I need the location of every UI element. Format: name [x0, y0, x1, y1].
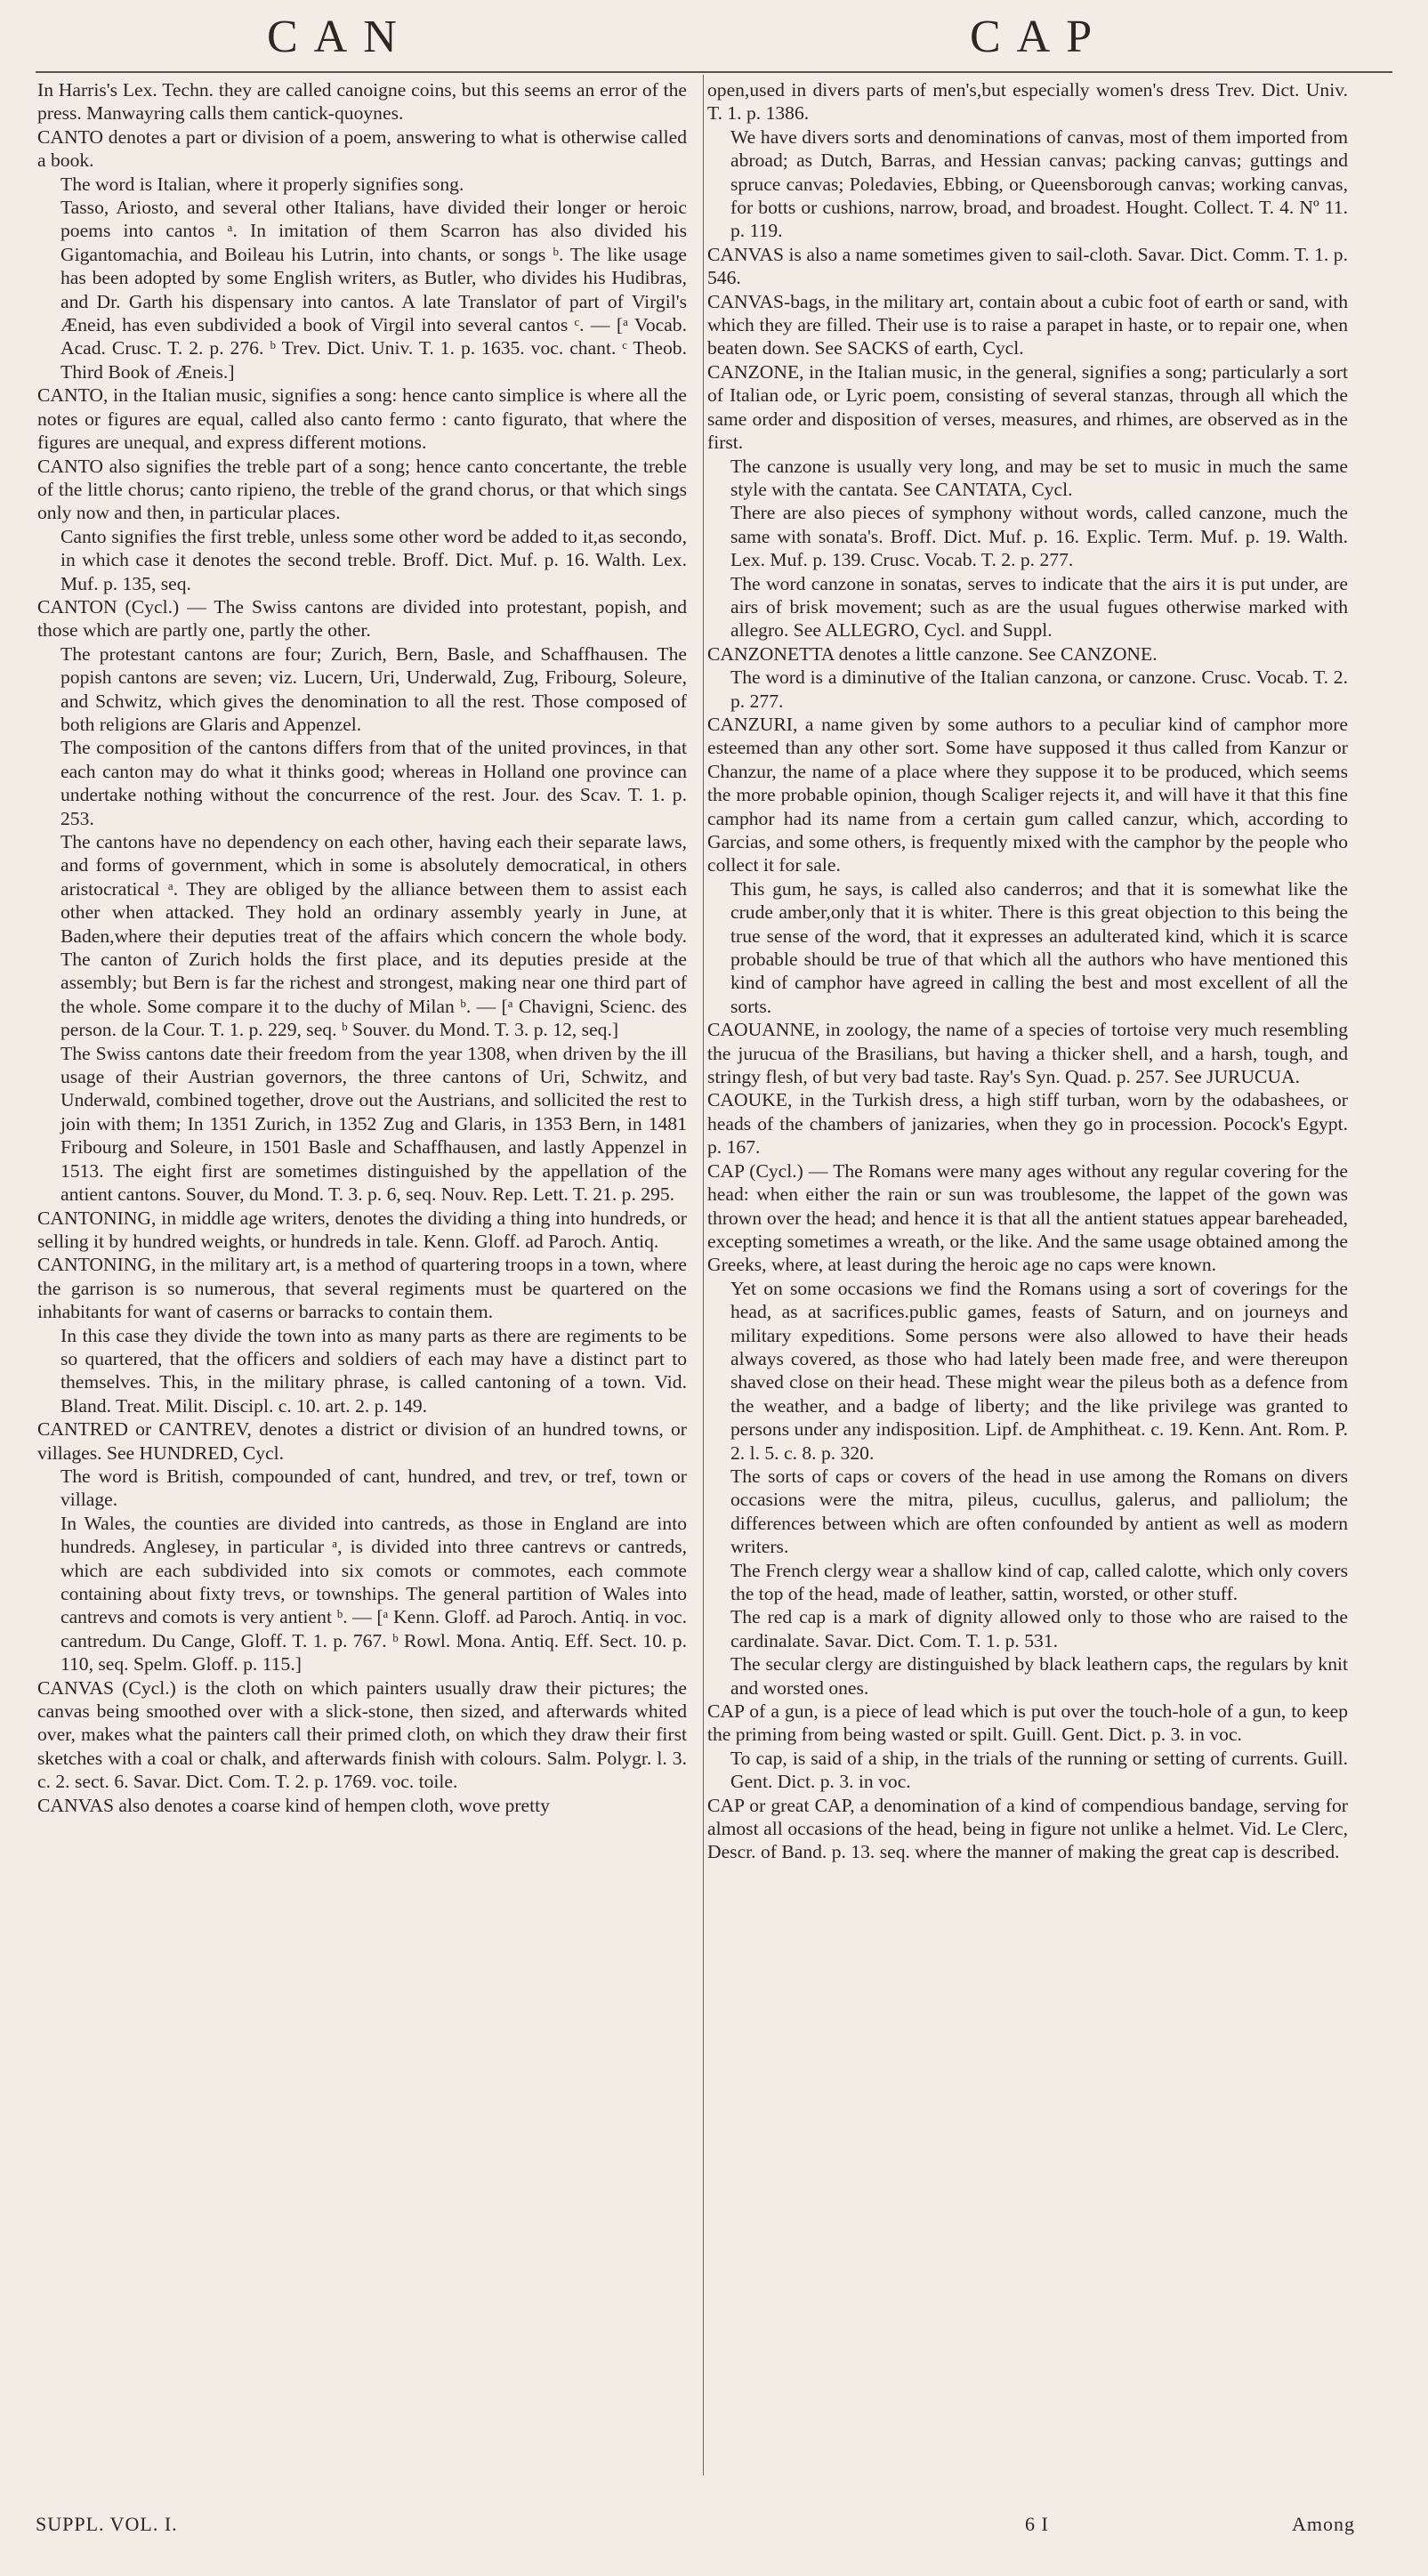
paragraph: The French clergy wear a shallow kind of cap, called calotte, which only covers the top of the head, made of leather, sattin, worsted, or other stuff. — [730, 1559, 1348, 1604]
running-head-right: CAP — [970, 12, 1109, 62]
entry-canto: CANTO denotes a part or division of a poem, answering to what is otherwise called a book. — [37, 125, 687, 172]
paragraph: The Swiss cantons date their freedom from the year 1308, when driven by the ill usage of their Austrian governors, the three cantons of Uri, Schwitz, and Underwald, combined together, drove out the Austrians, and sollicited the rest to join with them; In 1351 Zurich, in 1352 Zug and Glaris, in 1353 Bern, in 1481 Fribourg and Soleure, in 1501 Basle and Schaffhausen, and lastly Appenzel in 1513. The eight first are sometimes distinguished by the appellation of the antient cantons. Souver, du Mond. T. 3. p. 6, seq. Nouv. Rep. Lett. T. 21. p. 295. — [61, 1042, 687, 1206]
paragraph: There are also pieces of symphony without words, called canzone, much the same with sonata's. Broff. Dict. Muf. p. 16. Explic. Term. Muf. p. 19. Walth. Lex. Muf. p. 139. Crusc. Vocab. T. 2. p. 277. — [730, 502, 1348, 571]
entry-canzone: CANZONE, in the Italian music, in the general, signifies a song; particularly a sort of Italian ode, or Lyric poem, consisting of several stanzas, through all which the same order and disposition of verses, measures, and rhimes, are observed as in the first. — [707, 360, 1348, 454]
paragraph: The red cap is a mark of dignity allowed only to those who are raised to the cardinalate. Savar. Dict. Com. T. 1. p. 531. — [730, 1606, 1348, 1651]
paragraph: The word is a diminutive of the Italian canzona, or canzone. Crusc. Vocab. T. 2. p. 277. — [730, 666, 1348, 712]
entry-canvas-sailcloth: CANVAS is also a name sometimes given to sail-cloth. Savar. Dict. Comm. T. 1. p. 546. — [707, 243, 1348, 289]
paragraph: The protestant cantons are four; Zurich, Bern, Basle, and Schaffhausen. The popish cantons are seven; viz. Lucern, Uri, Underwald, Zug, Fribourg, Soleure, and Schwitz, which gives the denomination to all the rest. Those composed of both religions are Glaris and Appenzel. — [61, 642, 687, 735]
paragraph: Yet on some occasions we find the Romans using a sort of coverings for the head, as at sacrifices.public games, feasts of Saturn, and on journeys and military expeditions. Some persons were also allowed to have their heads always covered, as those who had lately been made free, and were thereupon shaved close on their head. These might wear the pileus both as a defence from the weather, and a badge of liberty; and the like privilege was granted to persons under any indisposition. Lipf. de Amphitheat. c. 19. Kenn. Ant. Rom. P. 2. l. 5. c. 8. p. 320. — [730, 1277, 1348, 1464]
column-divider — [703, 75, 704, 2475]
entry-canzuri: CANZURI, a name given by some authors to a peculiar kind of camphor more esteemed than any other sort. Some have supposed it thus called from Kanzur or Chanzur, the name of a place where they suppose it to be produced, which seems the more probable opinion, though Scaliger rejects it, and will have it that this fine camphor had its name from a certain gum called canzur, which, according to Garcias, and some others, is frequently mixed with the camphor by the people who collect it for sale. — [707, 713, 1348, 876]
paragraph: Tasso, Ariosto, and several other Italians, have divided their longer or heroic poems into cantos ᵃ. In imitation of them Scarron has also divided his Gigantomachia, and Boileau his Lutrin, into chants, or songs ᵇ. The like usage has been adopted by some English writers, as Butler, who divides his Hudibras, and Dr. Garth his dispensary into cantos. A late Translator of part of Virgil's Æneid, has even subdivided a book of Virgil into several cantos ᶜ. — [ᵃ Vocab. Acad. Crusc. T. 2. p. 276. ᵇ Trev. Dict. Univ. T. 1. p. 1635. voc. chant. ᶜ Theob. Third Book of Æneis.] — [61, 197, 687, 383]
entry-caouke: CAOUKE, in the Turkish dress, a high stiff turban, worn by the odabashees, or heads of the chambers of janizaries, when they go in procession. Pocock's Egypt. p. 167. — [707, 1089, 1348, 1159]
paragraph: This gum, he says, is called also canderros; and that it is somewhat like the crude amber,only that it is whiter. There is this great objection to this being the true sense of the word, that it expresses an adulterated kind, which it is scarce probable should be true of that which all the authors who have mentioned this kind of camphor have agreed in calling the best and most excellent of all the sorts. — [730, 877, 1348, 1017]
paragraph: The canzone is usually very long, and may be set to music in much the same style with the cantata. See CANTATA, Cycl. — [730, 455, 1348, 500]
paragraph: We have divers sorts and denominations of canvas, most of them imported from abroad; as Dutch, Barras, and Hessian canvas; packing canvas; guttings and spruce canvas; Poledavies, Ebbing, or Queensborough canvas; working canvas, for botts or cushions, narrow, broad, and broadest. Hought. Collect. T. 4. Nº 11. p. 119. — [730, 125, 1348, 242]
entry-canvas-bags: CANVAS-bags, in the military art, contain about a cubic foot of earth or sand, with which they are filled. Their use is to raise a parapet in haste, or to repair one, when beaten down. See SACKS of earth, Cycl. — [707, 290, 1348, 359]
entry-canto-treble: CANTO also signifies the treble part of a song; hence canto concertante, the treble of the little chorus; canto ripieno, the treble of the grand chorus, or that which sings only now and then, in particular places. — [37, 455, 687, 524]
footer-catchword: Among — [1292, 2513, 1355, 2535]
entry-great-cap: CAP or great CAP, a denomination of a kind of compendious bandage, serving for almost all occasions of the head, being in figure not unlike a helmet. Vid. Le Clerc, Descr. of Band. p. 13. seq. where the manner of making the great cap is described. — [707, 1794, 1348, 1863]
paragraph: The word is Italian, where it properly signifies song. — [61, 173, 464, 195]
entry-cantoning: CANTONING, in middle age writers, denotes the dividing a thing into hundreds, or selling it by hundred weights, or hundreds in tale. Kenn. Gloff. ad Paroch. Antiq. — [37, 1207, 687, 1252]
entry-canvas: CANVAS (Cycl.) is the cloth on which painters usually draw their pictures; the canvas being smoothed over with a slick-stone, then sized, and afterwards whited over, makes what the painters call their primed cloth, on which they draw their first sketches with a coal or chalk, and afterwards finish with colours. Salm. Polygr. l. 3. c. 2. sect. 6. Savar. Dict. Com. T. 2. p. 1769. voc. toile. — [37, 1676, 687, 1793]
entry-cap: CAP (Cycl.) — The Romans were many ages without any regular covering for the head: when either the rain or sun was troublesome, the lappet of the gown was thrown over the head; and hence it is that all the antient statues appear bareheaded, excepting sometimes a wreath, or the like. And the same usage obtained among the Greeks, where, at least during the heroic age no caps were known. — [707, 1159, 1348, 1276]
entry-caouanne: CAOUANNE, in zoology, the name of a species of tortoise very much resembling the jurucua of the Brasilians, but having a thicker shell, and a harsh, tough, and stringy flesh, of but very bad taste. Ray's Syn. Quad. p. 257. See JURUCUA. — [707, 1019, 1348, 1088]
header-rule — [36, 71, 1392, 73]
paragraph: In Harris's Lex. Techn. they are called canoigne coins, but this seems an error of the press. Manwayring calls them cantick-quoynes. — [37, 79, 687, 125]
paragraph: The sorts of caps or covers of the head in use among the Romans on divers occasions were the mitra, pileus, cucullus, galerus, and palliolum; the differences between which are often confounded by antient as well as modern writers. — [730, 1465, 1348, 1558]
paragraph: open,used in divers parts of men's,but especially women's dress Trev. Dict. Univ. T. 1. p. 1386. — [707, 79, 1348, 125]
entry-cantoning-military: CANTONING, in the military art, is a method of quartering troops in a town, where the garrison is so numerous, that several regiments must be quartered on the inhabitants for want of caserns or barracks to contain them. — [37, 1254, 687, 1323]
paragraph: The cantons have no dependency on each other, having each their separate laws, and forms of government, which in some is absolutely democratical, in others aristocratical ᵃ. They are obliged by the alliance between them to assist each other when attacked. They hold an ordinary assembly yearly in June, at Baden,where their deputies treat of the affairs which concern the whole body. The canton of Zurich holds the first place, and its deputies preside at the assembly; but Bern is far the richest and strongest, making near one third part of the whole. Some compare it to the duchy of Milan ᵇ. — [ᵃ Chavigni, Scienc. des person. de la Cour. T. 1. p. 229, seq. ᵇ Souver. du Mond. T. 3. p. 12, seq.] — [61, 831, 687, 1041]
paragraph: In this case they divide the town into as many parts as there are regiments to be so quartered, that the officers and soldiers of each may have a distinct part to themselves. This, in the military phrase, is called cantoning of a town. Vid. Bland. Treat. Milit. Discipl. c. 10. art. 2. p. 149. — [61, 1324, 687, 1417]
right-column — [707, 78, 1348, 1864]
paragraph: The composition of the cantons differs from that of the united provinces, in that each canton may do what it thinks good; whereas in Holland one province can undertake nothing without the concurrence of the rest. Jour. des Scav. T. 1. p. 253. — [61, 737, 687, 829]
entry-canzonetta: CANZONETTA denotes a little canzone. See CANZONE. — [707, 642, 1158, 665]
left-column — [37, 78, 687, 1817]
running-head-left: CAN — [267, 12, 413, 62]
footer-signature: 6 I — [1025, 2513, 1049, 2535]
footer-volume: SUPPL. VOL. I. — [36, 2513, 178, 2535]
paragraph: Canto signifies the first treble, unless some other word be added to it,as secondo, in which case it denotes the second treble. Broff. Dict. Muf. p. 16. Walth. Lex. Muf. p. 135, seq. — [61, 525, 687, 594]
entry-canto-music: CANTO, in the Italian music, signifies a song: hence canto simplice is where all the notes or figures are equal, called also canto fermo : canto figurato, that where the figures are unequal, and express different motions. — [37, 384, 687, 454]
paragraph: To cap, is said of a ship, in the trials of the running or setting of currents. Guill. Gent. Dict. p. 3. in voc. — [730, 1747, 1348, 1793]
paragraph: The word is British, compounded of cant, hundred, and trev, or tref, town or village. — [61, 1465, 687, 1511]
paragraph: The secular clergy are distinguished by black leathern caps, the regulars by knit and worsted ones. — [730, 1653, 1348, 1699]
entry-cap-of-gun: CAP of a gun, is a piece of lead which is put over the touch-hole of a gun, to keep the priming from being wasted or spilt. Guill. Gent. Dict. p. 3. in voc. — [707, 1700, 1348, 1746]
paragraph: In Wales, the counties are divided into cantreds, as those in England are into hundreds. Anglesey, in particular ᵃ, is divided into three cantrevs or cantreds, which are each subdivided into six comots or commotes, each commote containing about fixty trevs, or townships. The general partition of Wales into cantrevs and comots is very antient ᵇ. — [ᵃ Kenn. Gloff. ad Paroch. Antiq. in voc. cantredum. Du Cange, Gloff. T. 1. p. 767. ᵇ Rowl. Mona. Antiq. Eff. Sect. 10. p. 110, seq. Spelm. Gloff. p. 115.] — [61, 1512, 687, 1676]
entry-canvas-coarse: CANVAS also denotes a coarse kind of hempen cloth, wove pretty — [37, 1794, 550, 1816]
entry-canton: CANTON (Cycl.) — The Swiss cantons are divided into protestant, popish, and those which are partly one, partly the other. — [37, 595, 687, 642]
entry-cantred: CANTRED or CANTREV, denotes a district or division of an hundred towns, or villages. See HUNDRED, Cycl. — [37, 1418, 687, 1464]
paragraph: The word canzone in sonatas, serves to indicate that the airs it is put under, are airs of brisk movement; such as are the usual fugues otherwise marked with allegro. See ALLEGRO, Cycl. and Suppl. — [730, 572, 1348, 642]
